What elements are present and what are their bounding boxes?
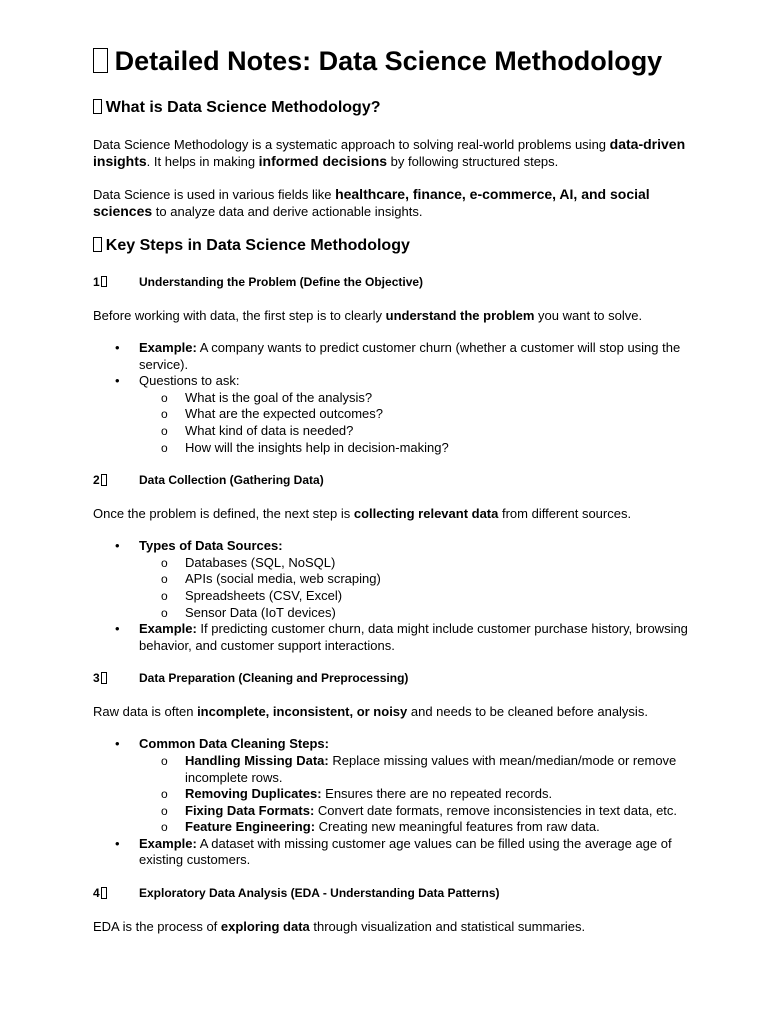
step-1-intro: Before working with data, the first step is to clearly understand the problem you want to solve. [93,308,643,323]
list-item: o What are the expected outcomes? [185,406,712,423]
list-item: • Example: A dataset with missing customer age values can be filled using the average age of existing customers. [139,836,712,869]
data-sources-list [139,555,712,621]
list-item: • Questions to ask: o What is the goal of the analysis? o What are the expected outcomes? o What kind of data is needed? o How will the insights help in decision-making? [139,373,712,456]
missing-glyph-icon [93,237,102,252]
step-3-intro: Raw data is often incomplete, inconsistent, or noisy and needs to be cleaned before analysis. [93,704,648,720]
step-4-intro: EDA is the process of exploring data through visualization and statistical summaries. [93,919,586,935]
step-3-heading: 3 Data Preparation (Cleaning and Preprocessing) [93,671,409,686]
list-item: • Example: A company wants to predict customer churn (whether a customer will stop using the service). [139,340,712,373]
section-heading-key-steps: Key Steps in Data Science Methodology [93,236,712,256]
missing-glyph-icon [101,474,107,485]
list-item: o Feature Engineering: Creating new meaningful features from raw data. [185,819,712,836]
list-item: o What kind of data is needed? [185,423,712,440]
cleaning-steps-list [139,753,712,836]
missing-glyph-icon [101,672,107,683]
step-4-heading: 4 Exploratory Data Analysis (EDA - Understanding Data Patterns) [93,886,500,901]
list-item: • Example: If predicting customer churn, data might include customer purchase history, browsing behavior, and customer support interactions. [139,621,712,654]
missing-glyph-icon [101,887,107,898]
list-item: o Handling Missing Data: Replace missing values with mean/median/mode or remove incomplete rows. [185,753,712,786]
list-item: o Databases (SQL, NoSQL) [185,555,712,572]
step-3-list [93,736,712,869]
step-2-heading: 2 Data Collection (Gathering Data) [93,473,324,488]
list-item: o Fixing Data Formats: Convert date formats, remove inconsistencies in text data, etc. [185,803,712,820]
list-item: o Removing Duplicates: Ensures there are no repeated records. [185,786,712,803]
step-1-list [93,340,712,456]
intro-paragraph-1: Data Science Methodology is a systematic approach to solving real-world problems using data-driven insights. It helps in making informed decisions by following structured steps. [93,136,686,169]
list-item: o How will the insights help in decision-making? [185,440,712,457]
list-item: o What is the goal of the analysis? [185,390,712,407]
list-item: • Types of Data Sources: o Databases (SQL, NoSQL) o APIs (social media, web scraping) o Spreadsheets (CSV, Excel) o Sensor Data (IoT devices) [139,538,712,621]
list-item: o Sensor Data (IoT devices) [185,605,712,622]
list-item: o APIs (social media, web scraping) [185,571,712,588]
list-item: • Common Data Cleaning Steps: o Handling Missing Data: Replace missing values with mean/median/mode or remove incomplete rows. o Removing Duplicates: Ensures there are no repeated records. o Fixing Data Formats: Convert date formats, remove inconsistencies in text data, etc. o Feature Engineering: Creating new meaningful features from raw data. [139,736,712,836]
missing-glyph-icon [93,99,102,114]
document-title: Detailed Notes: Data Science Methodology [93,44,712,78]
questions-list [139,390,712,456]
missing-glyph-icon [101,276,107,287]
missing-glyph-icon [93,48,108,74]
step-2-list [93,538,712,654]
section-heading-what-is: What is Data Science Methodology? [93,98,712,118]
intro-paragraph-2: Data Science is used in various fields like healthcare, finance, e-commerce, AI, and social sciences to analyze data and derive actionable insights. [93,186,650,219]
list-item: o Spreadsheets (CSV, Excel) [185,588,712,605]
step-2-intro: Once the problem is defined, the next step is collecting relevant data from different sources. [93,506,632,522]
step-1-heading: 1 Understanding the Problem (Define the Objective) [93,275,424,289]
